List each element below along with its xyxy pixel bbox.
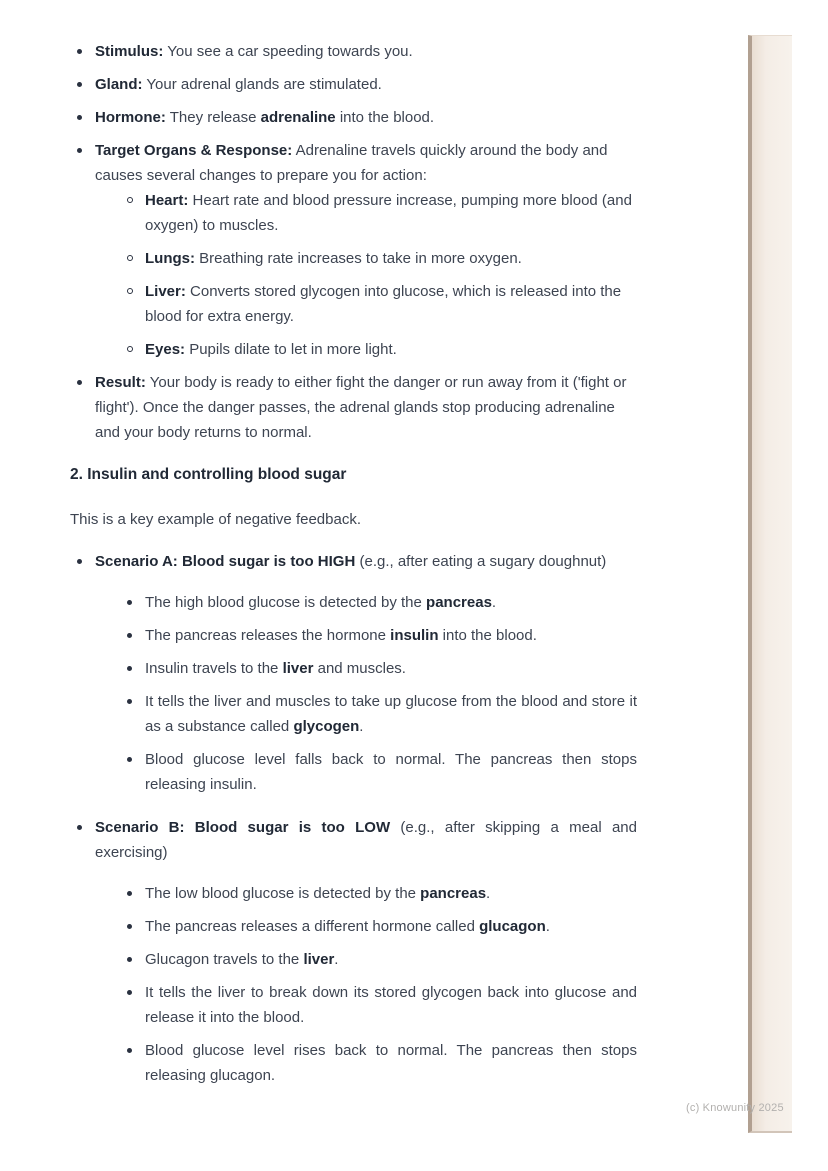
list-item-text: Blood glucose level rises back to normal. The pancreas then stops releasing glucagon.: [145, 1042, 637, 1084]
list-item-liver: [120, 279, 637, 329]
list-item-text: The pancreas releases the hormone insulin into the blood.: [145, 627, 537, 644]
list-item-step: [120, 881, 637, 906]
insulin-scenarios-list: [70, 549, 637, 1098]
list-item-text: Liver: Converts stored glycogen into glucose, which is released into the blood for extra energy.: [145, 283, 622, 325]
adrenaline-pathway-list: [70, 39, 637, 445]
organ-responses-sublist: [95, 188, 637, 362]
list-item-text: The pancreas releases a different hormone called glucagon.: [145, 918, 550, 935]
list-item-target-organs: [70, 138, 637, 362]
list-item-scenario-a: [70, 549, 637, 807]
list-item-gland: [70, 72, 637, 97]
intro-paragraph: This is a key example of negative feedback.: [70, 511, 361, 528]
scenario-a-steps-list: [95, 590, 637, 807]
list-item-text: Gland: Your adrenal glands are stimulated.: [95, 76, 382, 93]
list-item-stimulus: [70, 39, 637, 64]
list-item-text: It tells the liver to break down its stored glycogen back into glucose and release it into the blood.: [145, 984, 637, 1026]
list-item-step: [120, 980, 637, 1030]
list-item-text: The high blood glucose is detected by the pancreas.: [145, 594, 497, 611]
list-item-text: Insulin travels to the liver and muscles.: [145, 660, 406, 677]
list-item-text: Glucagon travels to the liver.: [145, 951, 339, 968]
list-item-text: Target Organs & Response: Adrenaline travels quickly around the body and causes several changes to prepare you for action:: [95, 142, 608, 184]
list-item-step: [120, 1038, 637, 1088]
list-item-scenario-b: [70, 815, 637, 1098]
list-item-text: It tells the liver and muscles to take up glucose from the blood and store it as a substance called glycogen.: [145, 693, 637, 735]
list-item-result: [70, 370, 637, 445]
list-item-hormone: [70, 105, 637, 130]
page-edge-spine: [748, 35, 792, 1133]
list-item-text: The low blood glucose is detected by the pancreas.: [145, 885, 491, 902]
list-item-text: Result: Your body is ready to either fight the danger or run away from it ('fight or flight'). Once the danger passes, the adrenal glands stop producing adrenaline and your body returns to normal.: [95, 374, 627, 441]
list-item-text: Blood glucose level falls back to normal. The pancreas then stops releasing insulin.: [145, 751, 637, 793]
section-heading-insulin: 2. Insulin and controlling blood sugar: [70, 466, 347, 483]
list-item-step: [120, 689, 637, 739]
list-item-step: [120, 747, 637, 797]
scenario-b-steps-list: [95, 881, 637, 1098]
list-item-text: Stimulus: You see a car speeding towards you.: [95, 43, 413, 60]
list-item-text: Scenario B: Blood sugar is too LOW (e.g., after skipping a meal and exercising): [95, 819, 637, 861]
list-item-text: Hormone: They release adrenaline into the blood.: [95, 109, 435, 126]
copyright-watermark: (c) Knowunity 2025: [686, 1102, 784, 1114]
list-item-step: [120, 623, 637, 648]
list-item-lungs: [120, 246, 637, 271]
list-item-step: [120, 947, 637, 972]
list-item-step: [120, 914, 637, 939]
document-page-content: [70, 39, 637, 1106]
list-item-text: Scenario A: Blood sugar is too HIGH (e.g., after eating a sugary doughnut): [95, 553, 607, 570]
list-item-step: [120, 656, 637, 681]
list-item-text: Eyes: Pupils dilate to let in more light.: [145, 341, 397, 358]
list-item-heart: [120, 188, 637, 238]
list-item-text: Heart: Heart rate and blood pressure increase, pumping more blood (and oxygen) to muscles.: [145, 192, 632, 234]
list-item-step: [120, 590, 637, 615]
list-item-text: Lungs: Breathing rate increases to take in more oxygen.: [145, 250, 522, 267]
list-item-eyes: [120, 337, 637, 362]
